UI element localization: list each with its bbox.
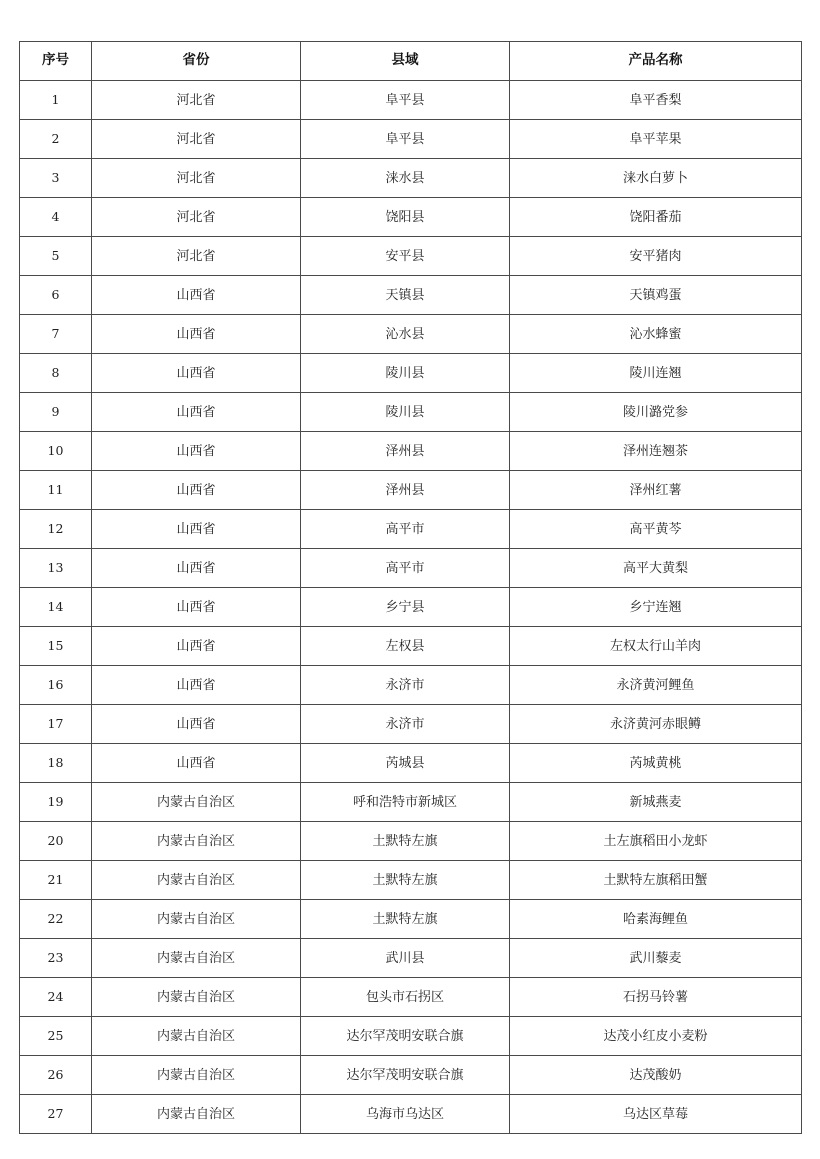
table-row [20,666,802,705]
cell-index: 5 [20,237,92,276]
table-row [20,432,802,471]
cell-county: 陵川县 [301,354,510,393]
cell-province: 山西省 [92,354,301,393]
cell-province: 山西省 [92,432,301,471]
table-row [20,315,802,354]
table-row [20,393,802,432]
cell-product: 陵川连翘 [510,354,802,393]
cell-product: 泽州红薯 [510,471,802,510]
cell-product: 左权太行山羊肉 [510,627,802,666]
cell-index: 19 [20,783,92,822]
cell-province: 河北省 [92,198,301,237]
cell-province: 内蒙古自治区 [92,1056,301,1095]
cell-province: 内蒙古自治区 [92,861,301,900]
cell-index: 25 [20,1017,92,1056]
cell-county: 陵川县 [301,393,510,432]
cell-product: 达茂小红皮小麦粉 [510,1017,802,1056]
cell-index: 23 [20,939,92,978]
cell-index: 9 [20,393,92,432]
cell-index: 2 [20,120,92,159]
cell-product: 高平大黄梨 [510,549,802,588]
table-row [20,237,802,276]
header-county: 县域 [301,42,510,81]
cell-province: 内蒙古自治区 [92,822,301,861]
cell-county: 天镇县 [301,276,510,315]
cell-product: 哈素海鲤鱼 [510,900,802,939]
cell-index: 6 [20,276,92,315]
cell-product: 永济黄河鲤鱼 [510,666,802,705]
table-row [20,744,802,783]
cell-index: 11 [20,471,92,510]
cell-province: 山西省 [92,471,301,510]
table-row [20,939,802,978]
cell-index: 7 [20,315,92,354]
cell-product: 芮城黄桃 [510,744,802,783]
header-province: 省份 [92,42,301,81]
cell-product: 沁水蜂蜜 [510,315,802,354]
cell-county: 永济市 [301,705,510,744]
cell-county: 沁水县 [301,315,510,354]
cell-county: 左权县 [301,627,510,666]
cell-county: 乌海市乌达区 [301,1095,510,1134]
cell-county: 达尔罕茂明安联合旗 [301,1017,510,1056]
cell-product: 涞水白萝卜 [510,159,802,198]
cell-province: 山西省 [92,315,301,354]
table-row [20,1056,802,1095]
cell-province: 内蒙古自治区 [92,1095,301,1134]
cell-county: 土默特左旗 [301,822,510,861]
cell-province: 河北省 [92,237,301,276]
cell-county: 阜平县 [301,81,510,120]
cell-province: 内蒙古自治区 [92,900,301,939]
table-row [20,81,802,120]
cell-product: 阜平香梨 [510,81,802,120]
table-row [20,705,802,744]
cell-province: 山西省 [92,627,301,666]
cell-province: 内蒙古自治区 [92,939,301,978]
cell-index: 24 [20,978,92,1017]
cell-index: 13 [20,549,92,588]
cell-index: 1 [20,81,92,120]
cell-product: 乡宁连翘 [510,588,802,627]
cell-county: 高平市 [301,549,510,588]
cell-index: 17 [20,705,92,744]
header-index: 序号 [20,42,92,81]
cell-province: 内蒙古自治区 [92,978,301,1017]
cell-province: 河北省 [92,120,301,159]
table-row [20,822,802,861]
cell-province: 山西省 [92,393,301,432]
cell-province: 山西省 [92,510,301,549]
cell-product: 饶阳番茄 [510,198,802,237]
table-row [20,198,802,237]
cell-province: 山西省 [92,276,301,315]
cell-province: 山西省 [92,705,301,744]
cell-county: 呼和浩特市新城区 [301,783,510,822]
cell-index: 26 [20,1056,92,1095]
cell-province: 河北省 [92,159,301,198]
cell-product: 安平猪肉 [510,237,802,276]
cell-product: 土默特左旗稻田蟹 [510,861,802,900]
cell-province: 山西省 [92,744,301,783]
cell-county: 武川县 [301,939,510,978]
header-row [20,42,802,81]
cell-province: 内蒙古自治区 [92,783,301,822]
cell-province: 河北省 [92,81,301,120]
cell-county: 达尔罕茂明安联合旗 [301,1056,510,1095]
table-row [20,120,802,159]
cell-product: 高平黄芩 [510,510,802,549]
cell-index: 22 [20,900,92,939]
product-table [19,41,802,1134]
cell-province: 山西省 [92,666,301,705]
table-row [20,783,802,822]
cell-product: 土左旗稻田小龙虾 [510,822,802,861]
cell-product: 新城燕麦 [510,783,802,822]
cell-product: 阜平苹果 [510,120,802,159]
cell-county: 高平市 [301,510,510,549]
cell-index: 21 [20,861,92,900]
cell-index: 12 [20,510,92,549]
table-row [20,588,802,627]
cell-county: 土默特左旗 [301,861,510,900]
cell-index: 14 [20,588,92,627]
cell-index: 20 [20,822,92,861]
cell-product: 泽州连翘茶 [510,432,802,471]
cell-province: 山西省 [92,549,301,588]
cell-product: 达茂酸奶 [510,1056,802,1095]
cell-county: 安平县 [301,237,510,276]
cell-index: 3 [20,159,92,198]
cell-county: 乡宁县 [301,588,510,627]
table-row [20,510,802,549]
table-row [20,900,802,939]
cell-index: 8 [20,354,92,393]
cell-county: 饶阳县 [301,198,510,237]
cell-county: 包头市石拐区 [301,978,510,1017]
cell-county: 土默特左旗 [301,900,510,939]
cell-product: 天镇鸡蛋 [510,276,802,315]
table-row [20,978,802,1017]
cell-product: 陵川潞党参 [510,393,802,432]
table-row [20,861,802,900]
cell-county: 泽州县 [301,432,510,471]
cell-index: 27 [20,1095,92,1134]
table-header [20,42,802,81]
cell-county: 芮城县 [301,744,510,783]
cell-province: 内蒙古自治区 [92,1017,301,1056]
cell-province: 山西省 [92,588,301,627]
cell-index: 4 [20,198,92,237]
cell-index: 15 [20,627,92,666]
cell-county: 永济市 [301,666,510,705]
cell-product: 石拐马铃薯 [510,978,802,1017]
table-body [20,81,802,1134]
table-row [20,627,802,666]
header-product: 产品名称 [510,42,802,81]
cell-index: 10 [20,432,92,471]
table-row [20,276,802,315]
table-row [20,159,802,198]
cell-index: 18 [20,744,92,783]
document-page [19,41,801,1134]
cell-product: 永济黄河赤眼鳟 [510,705,802,744]
table-row [20,354,802,393]
cell-product: 乌达区草莓 [510,1095,802,1134]
table-row [20,549,802,588]
table-row [20,471,802,510]
table-row [20,1095,802,1134]
cell-county: 涞水县 [301,159,510,198]
table-row [20,1017,802,1056]
cell-index: 16 [20,666,92,705]
cell-county: 阜平县 [301,120,510,159]
cell-county: 泽州县 [301,471,510,510]
cell-product: 武川藜麦 [510,939,802,978]
